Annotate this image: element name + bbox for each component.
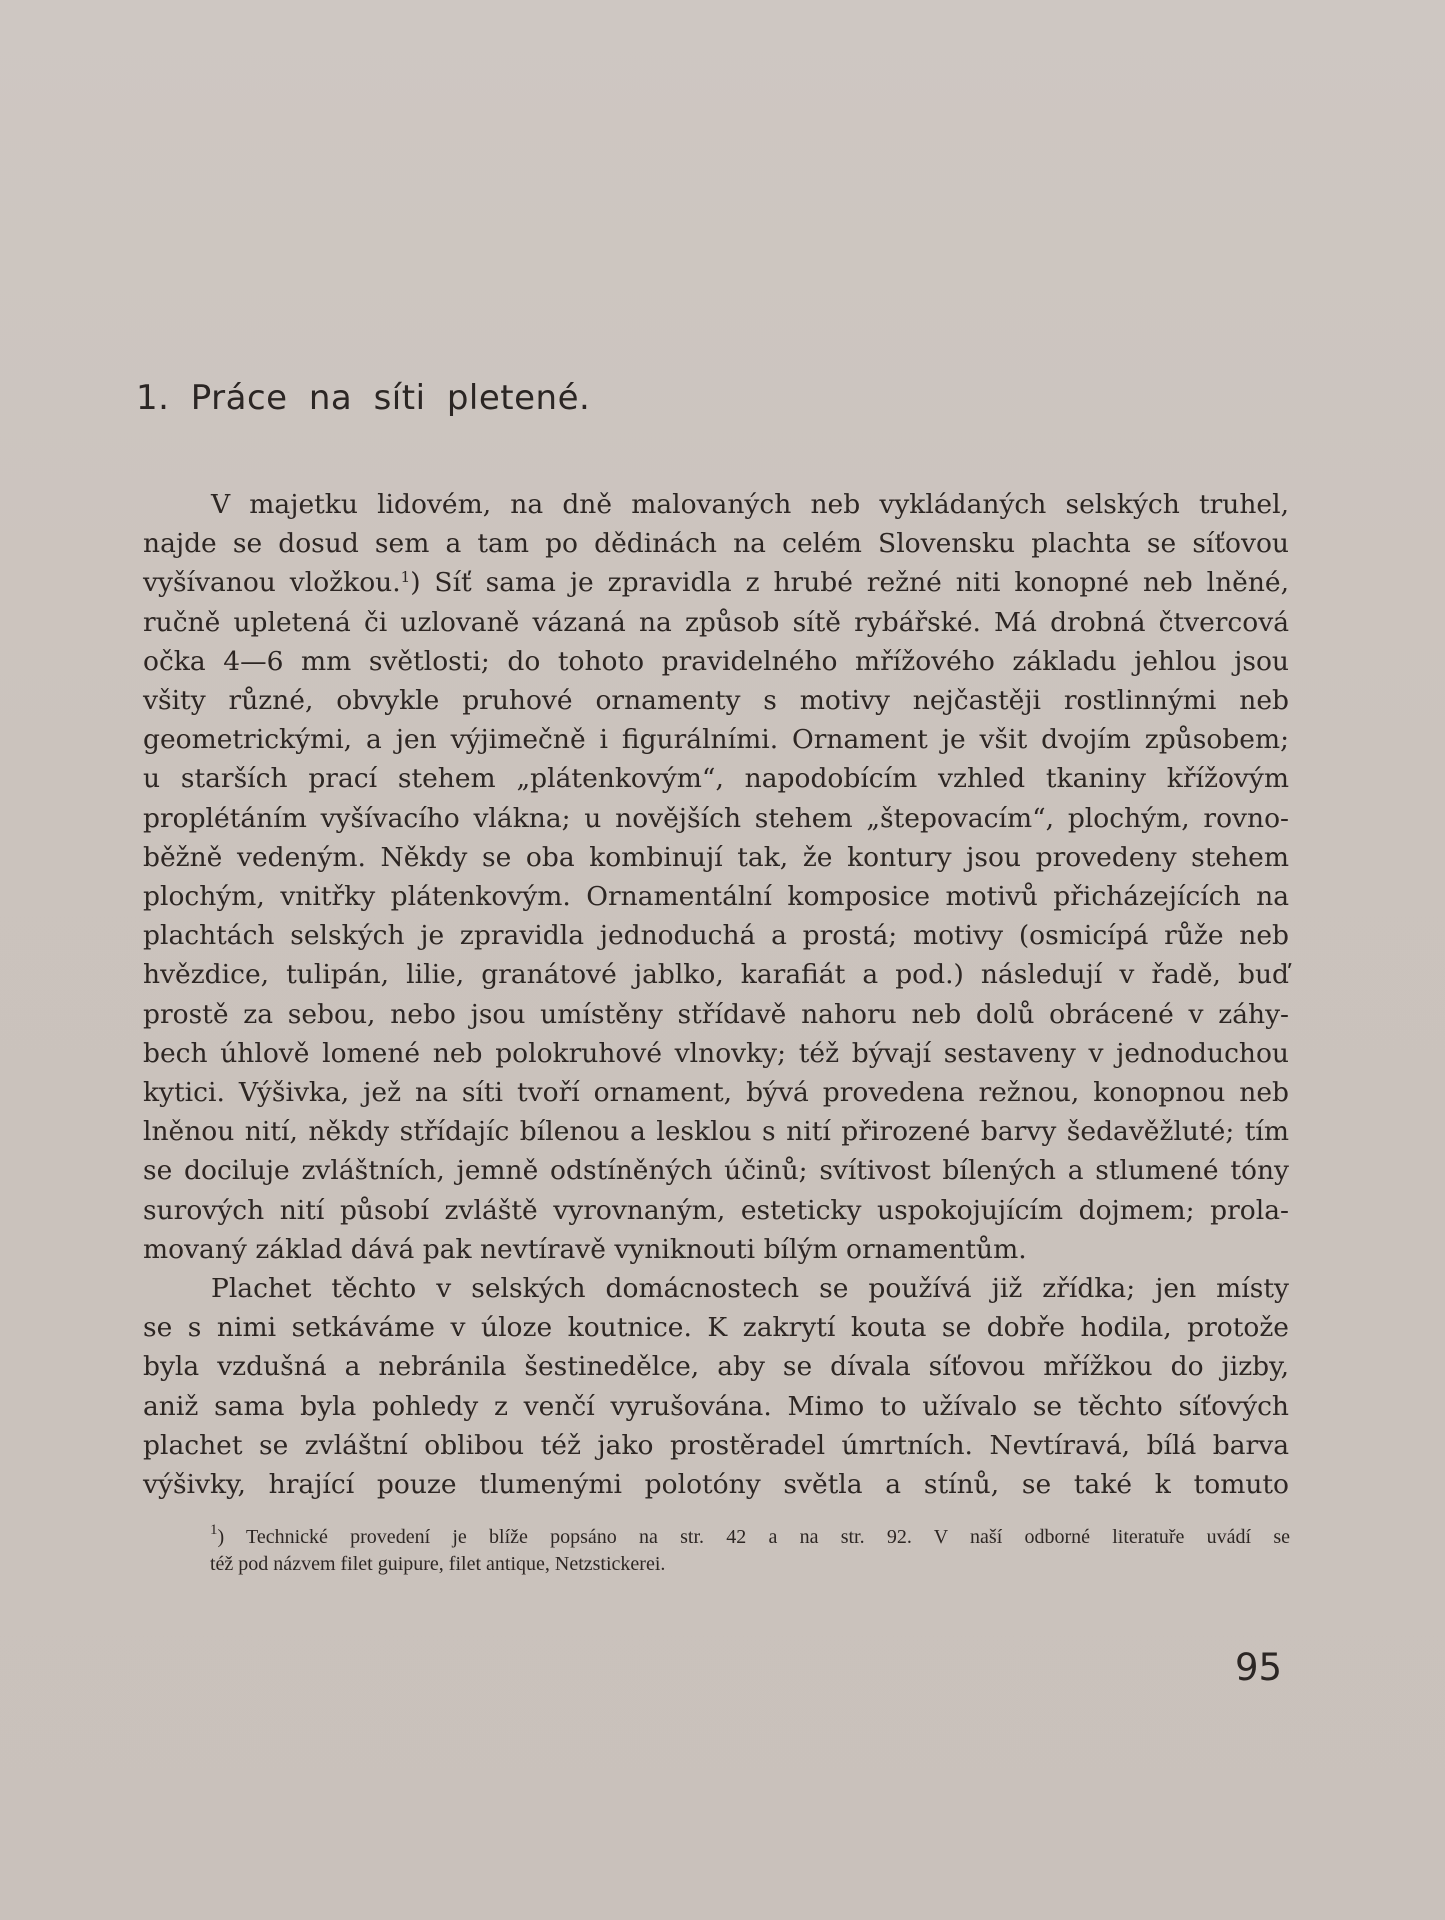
page-number: 95 [1235,1646,1283,1689]
footnote-line: též pod názvem filet guipure, filet antique, Netzstickerei. [210,1553,666,1575]
paragraph-line: najde se dosud sem a tam po dědinách na celém Slovensku plachta se síťovou [143,528,1289,560]
paragraph-line: movaný základ dává pak nevtíravě vyniknouti bílým ornamentům. [143,1233,1027,1265]
footnote-mark: 1 [210,1522,218,1538]
paragraph-line: hvězdice, tulipán, lilie, granátové jablko, karafiát a pod.) následují v řadě, buď [143,959,1289,991]
paragraph-line: běžně vedeným. Někdy se oba kombinují tak, že kontury jsou provedeny stehem [143,841,1289,873]
paragraph-line: Plachet těchto v selských domácnostech se používá již zřídka; jen místy [211,1273,1289,1305]
paragraph-line: ručně upletená či uzlovaně vázaná na způsob sítě rybářské. Má drobná čtvercová [143,606,1289,638]
paragraph-line-end: ) Síť sama je zpravidla z hrubé režné niti konopné neb lněné, [410,567,1289,599]
paragraph-line-with-footnote [143,563,1289,602]
paragraph-line: bech úhlově lomené neb polokruhové vlnovky; též bývají sestaveny v jednoduchou [143,1037,1289,1069]
paragraph-line: prostě za sebou, nebo jsou umístěny střídavě nahoru neb dolů obrácené v záhy- [143,998,1289,1030]
body-text [143,485,1289,1504]
paragraph-line: výšivky, hrající pouze tlumenými polotóny světla a stínů, se také k tomuto [143,1469,1289,1501]
paragraph-line: lněnou nití, někdy střídajíc bílenou a lesklou s nití přirozené barvy šedavěžluté; tím [143,1116,1289,1148]
paragraph-line: byla vzdušná a nebránila šestinedělce, aby se dívala síťovou mřížkou do jizby, [143,1351,1289,1383]
paragraph-line: geometrickými, a jen výjimečně i figurálními. Ornament je všit dvojím způsobem; [143,724,1289,756]
paragraph-line: všity různé, obvykle pruhové ornamenty s motivy nejčastěji rostlinnými neb [143,685,1289,717]
section-heading: 1. Práce na síti pletené. [136,378,591,418]
footnote-text: ) Technické provedení je blíže popsáno na str. 42 a na str. 92. V naší odborné literatuře uvádí se [217,1526,1290,1548]
paragraph-line: plachtách selských je zpravidla jednoduchá a prostá; motivy (osmicípá růže neb [143,920,1289,952]
footnote-line [210,1524,1290,1551]
paragraph-line: u starších prací stehem „plátenkovým“, napodobícím vzhled tkaniny křížovým [143,763,1289,795]
paragraph-line: aniž sama byla pohledy z venčí vyrušována. Mimo to užívalo se těchto síťových [143,1390,1289,1422]
footnote [210,1524,1290,1578]
footnote-reference[interactable]: 1 [400,568,411,587]
paragraph-line: plochým, vnitřky plátenkovým. Ornamentální komposice motivů přicházejících na [143,881,1289,913]
paragraph-line: surových nití působí zvláště vyrovnaným, esteticky uspokojujícím dojmem; prola- [143,1194,1289,1226]
paragraph-line: se dociluje zvláštních, jemně odstíněných účinů; svítivost bílených a stlumené tóny [143,1155,1289,1187]
paragraph-line: V majetku lidovém, na dně malovaných neb vykládaných selských truhel, [211,489,1289,520]
paragraph-line: očka 4—6 mm světlosti; do tohoto pravidelného mřížového základu jehlou jsou [143,645,1289,677]
paragraph-line: kytici. Výšivka, jež na síti tvoří ornament, bývá provedena režnou, konopnou neb [143,1077,1289,1109]
paragraph-line-start: vyšívanou vložkou. [143,567,401,599]
paragraph-line: se s nimi setkáváme v úloze koutnice. K zakrytí kouta se dobře hodila, protože [143,1312,1289,1344]
paragraph-line: plachet se zvláštní oblibou též jako prostěradel úmrtních. Nevtíravá, bílá barva [143,1429,1289,1461]
paragraph-line: proplétáním vyšívacího vlákna; u novějších stehem „štepovacím“, plochým, rovno- [143,802,1289,834]
